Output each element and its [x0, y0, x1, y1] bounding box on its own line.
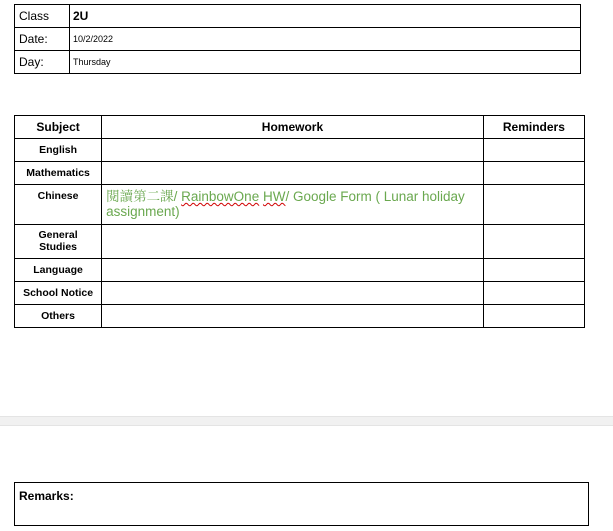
homework-text-part: 閱讀第二課	[106, 189, 174, 204]
subject-cell: School Notice	[15, 282, 102, 305]
reminders-cell[interactable]	[483, 185, 584, 225]
reminders-cell[interactable]	[483, 259, 584, 282]
date-label: Date:	[15, 28, 70, 51]
table-row	[15, 305, 585, 328]
homework-text-part: /	[173, 189, 182, 204]
homework-cell[interactable]	[102, 185, 484, 225]
homework-text-part: / Google Form ( Lunar holiday assignment)	[106, 189, 465, 219]
homework-cell[interactable]	[102, 225, 484, 259]
class-value[interactable]: 2U	[70, 5, 581, 28]
subject-line: General	[38, 229, 78, 241]
subject-cell: Mathematics	[15, 162, 102, 185]
header-row	[15, 116, 585, 139]
class-label: Class	[15, 5, 70, 28]
reminders-cell[interactable]	[483, 305, 584, 328]
homework-cell[interactable]	[102, 305, 484, 328]
day-label: Day:	[15, 51, 70, 74]
class-row	[15, 5, 581, 28]
table-row	[15, 162, 585, 185]
day-value[interactable]: Thursday	[70, 51, 581, 74]
homework-cell[interactable]	[102, 162, 484, 185]
hw-link[interactable]: HW	[262, 189, 286, 204]
rainbowone-link[interactable]: RainbowOne	[181, 189, 260, 204]
reminders-header: Reminders	[483, 116, 584, 139]
chinese-homework-text	[102, 185, 483, 219]
subject-line: Studies	[39, 241, 78, 253]
subject-cell: Others	[15, 305, 102, 328]
reminders-cell[interactable]	[483, 162, 584, 185]
table-row	[15, 225, 585, 259]
homework-cell[interactable]	[102, 139, 484, 162]
reminders-cell[interactable]	[483, 139, 584, 162]
page-break	[0, 416, 613, 426]
table-row	[15, 259, 585, 282]
table-row	[15, 185, 585, 225]
subject-header: Subject	[15, 116, 102, 139]
reminders-cell[interactable]	[483, 282, 584, 305]
remarks-box[interactable]	[14, 482, 589, 526]
reminders-cell[interactable]	[483, 225, 584, 259]
remarks-label: Remarks:	[19, 489, 74, 503]
date-row	[15, 28, 581, 51]
class-info-table	[14, 4, 581, 74]
subject-cell: Language	[15, 259, 102, 282]
homework-cell[interactable]	[102, 259, 484, 282]
subject-cell: English	[15, 139, 102, 162]
day-row	[15, 51, 581, 74]
subject-cell	[15, 225, 102, 259]
table-row	[15, 282, 585, 305]
date-value[interactable]: 10/2/2022	[70, 28, 581, 51]
homework-cell[interactable]	[102, 282, 484, 305]
homework-table	[14, 115, 585, 328]
homework-header: Homework	[102, 116, 484, 139]
table-row	[15, 139, 585, 162]
subject-cell: Chinese	[15, 185, 102, 225]
